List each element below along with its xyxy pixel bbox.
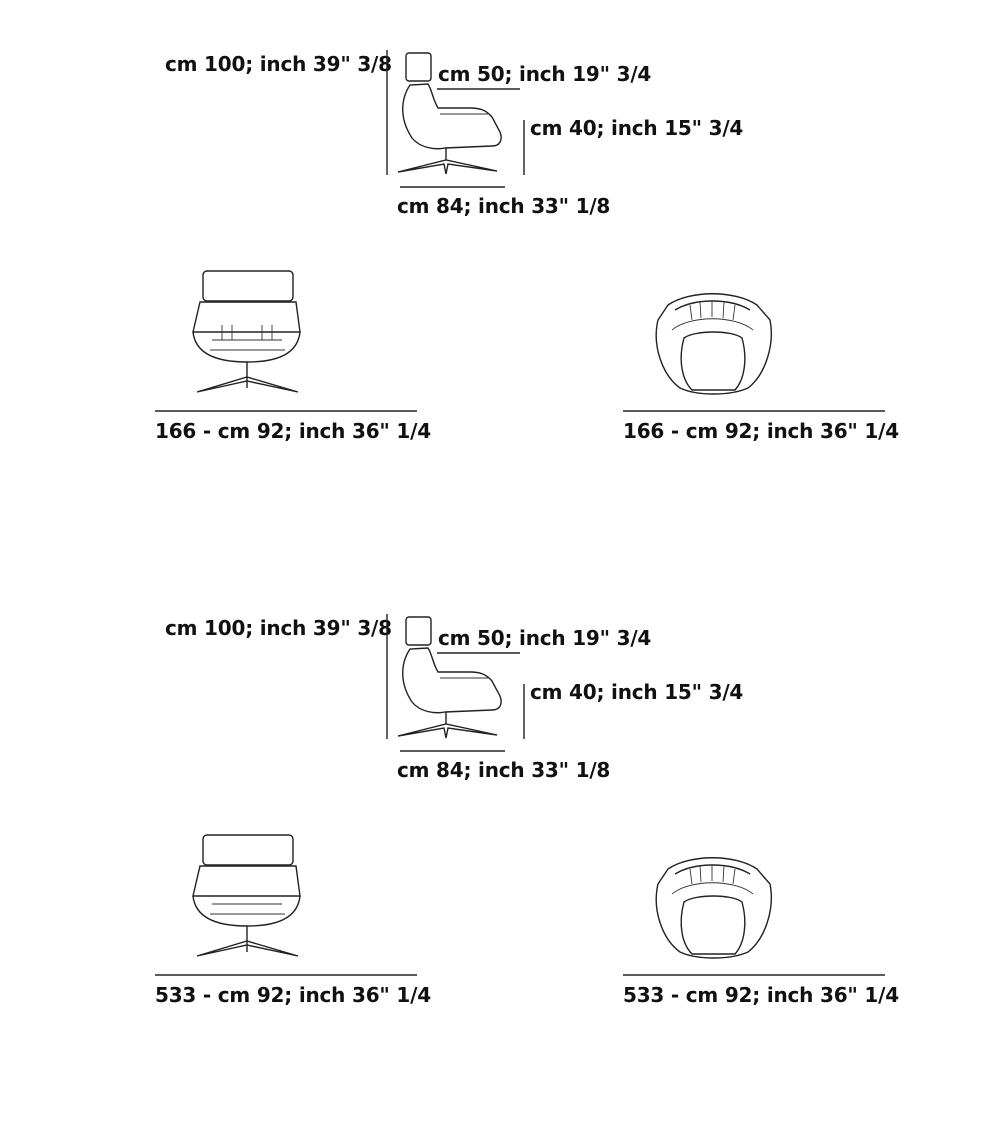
front-width-label: 533 - cm 92; inch 36" 1/4 — [155, 983, 431, 1007]
top-width-dimension-line — [0, 564, 1000, 1124]
seat-depth-label: cm 50; inch 19" 3/4 — [438, 62, 652, 86]
depth-label: cm 84; inch 33" 1/8 — [397, 758, 611, 782]
seat-height-label: cm 40; inch 15" 3/4 — [530, 116, 744, 140]
depth-label: cm 84; inch 33" 1/8 — [397, 194, 611, 218]
front-width-label: 166 - cm 92; inch 36" 1/4 — [155, 419, 431, 443]
variant-1 — [0, 0, 1000, 560]
height-label: cm 100; inch 39" 3/8 — [165, 52, 392, 76]
height-label: cm 100; inch 39" 3/8 — [165, 616, 392, 640]
variant-2 — [0, 564, 1000, 1124]
seat-depth-label: cm 50; inch 19" 3/4 — [438, 626, 652, 650]
top-width-label: 533 - cm 92; inch 36" 1/4 — [623, 983, 899, 1007]
seat-height-label: cm 40; inch 15" 3/4 — [530, 680, 744, 704]
top-width-dimension-line — [0, 0, 1000, 560]
top-width-label: 166 - cm 92; inch 36" 1/4 — [623, 419, 899, 443]
